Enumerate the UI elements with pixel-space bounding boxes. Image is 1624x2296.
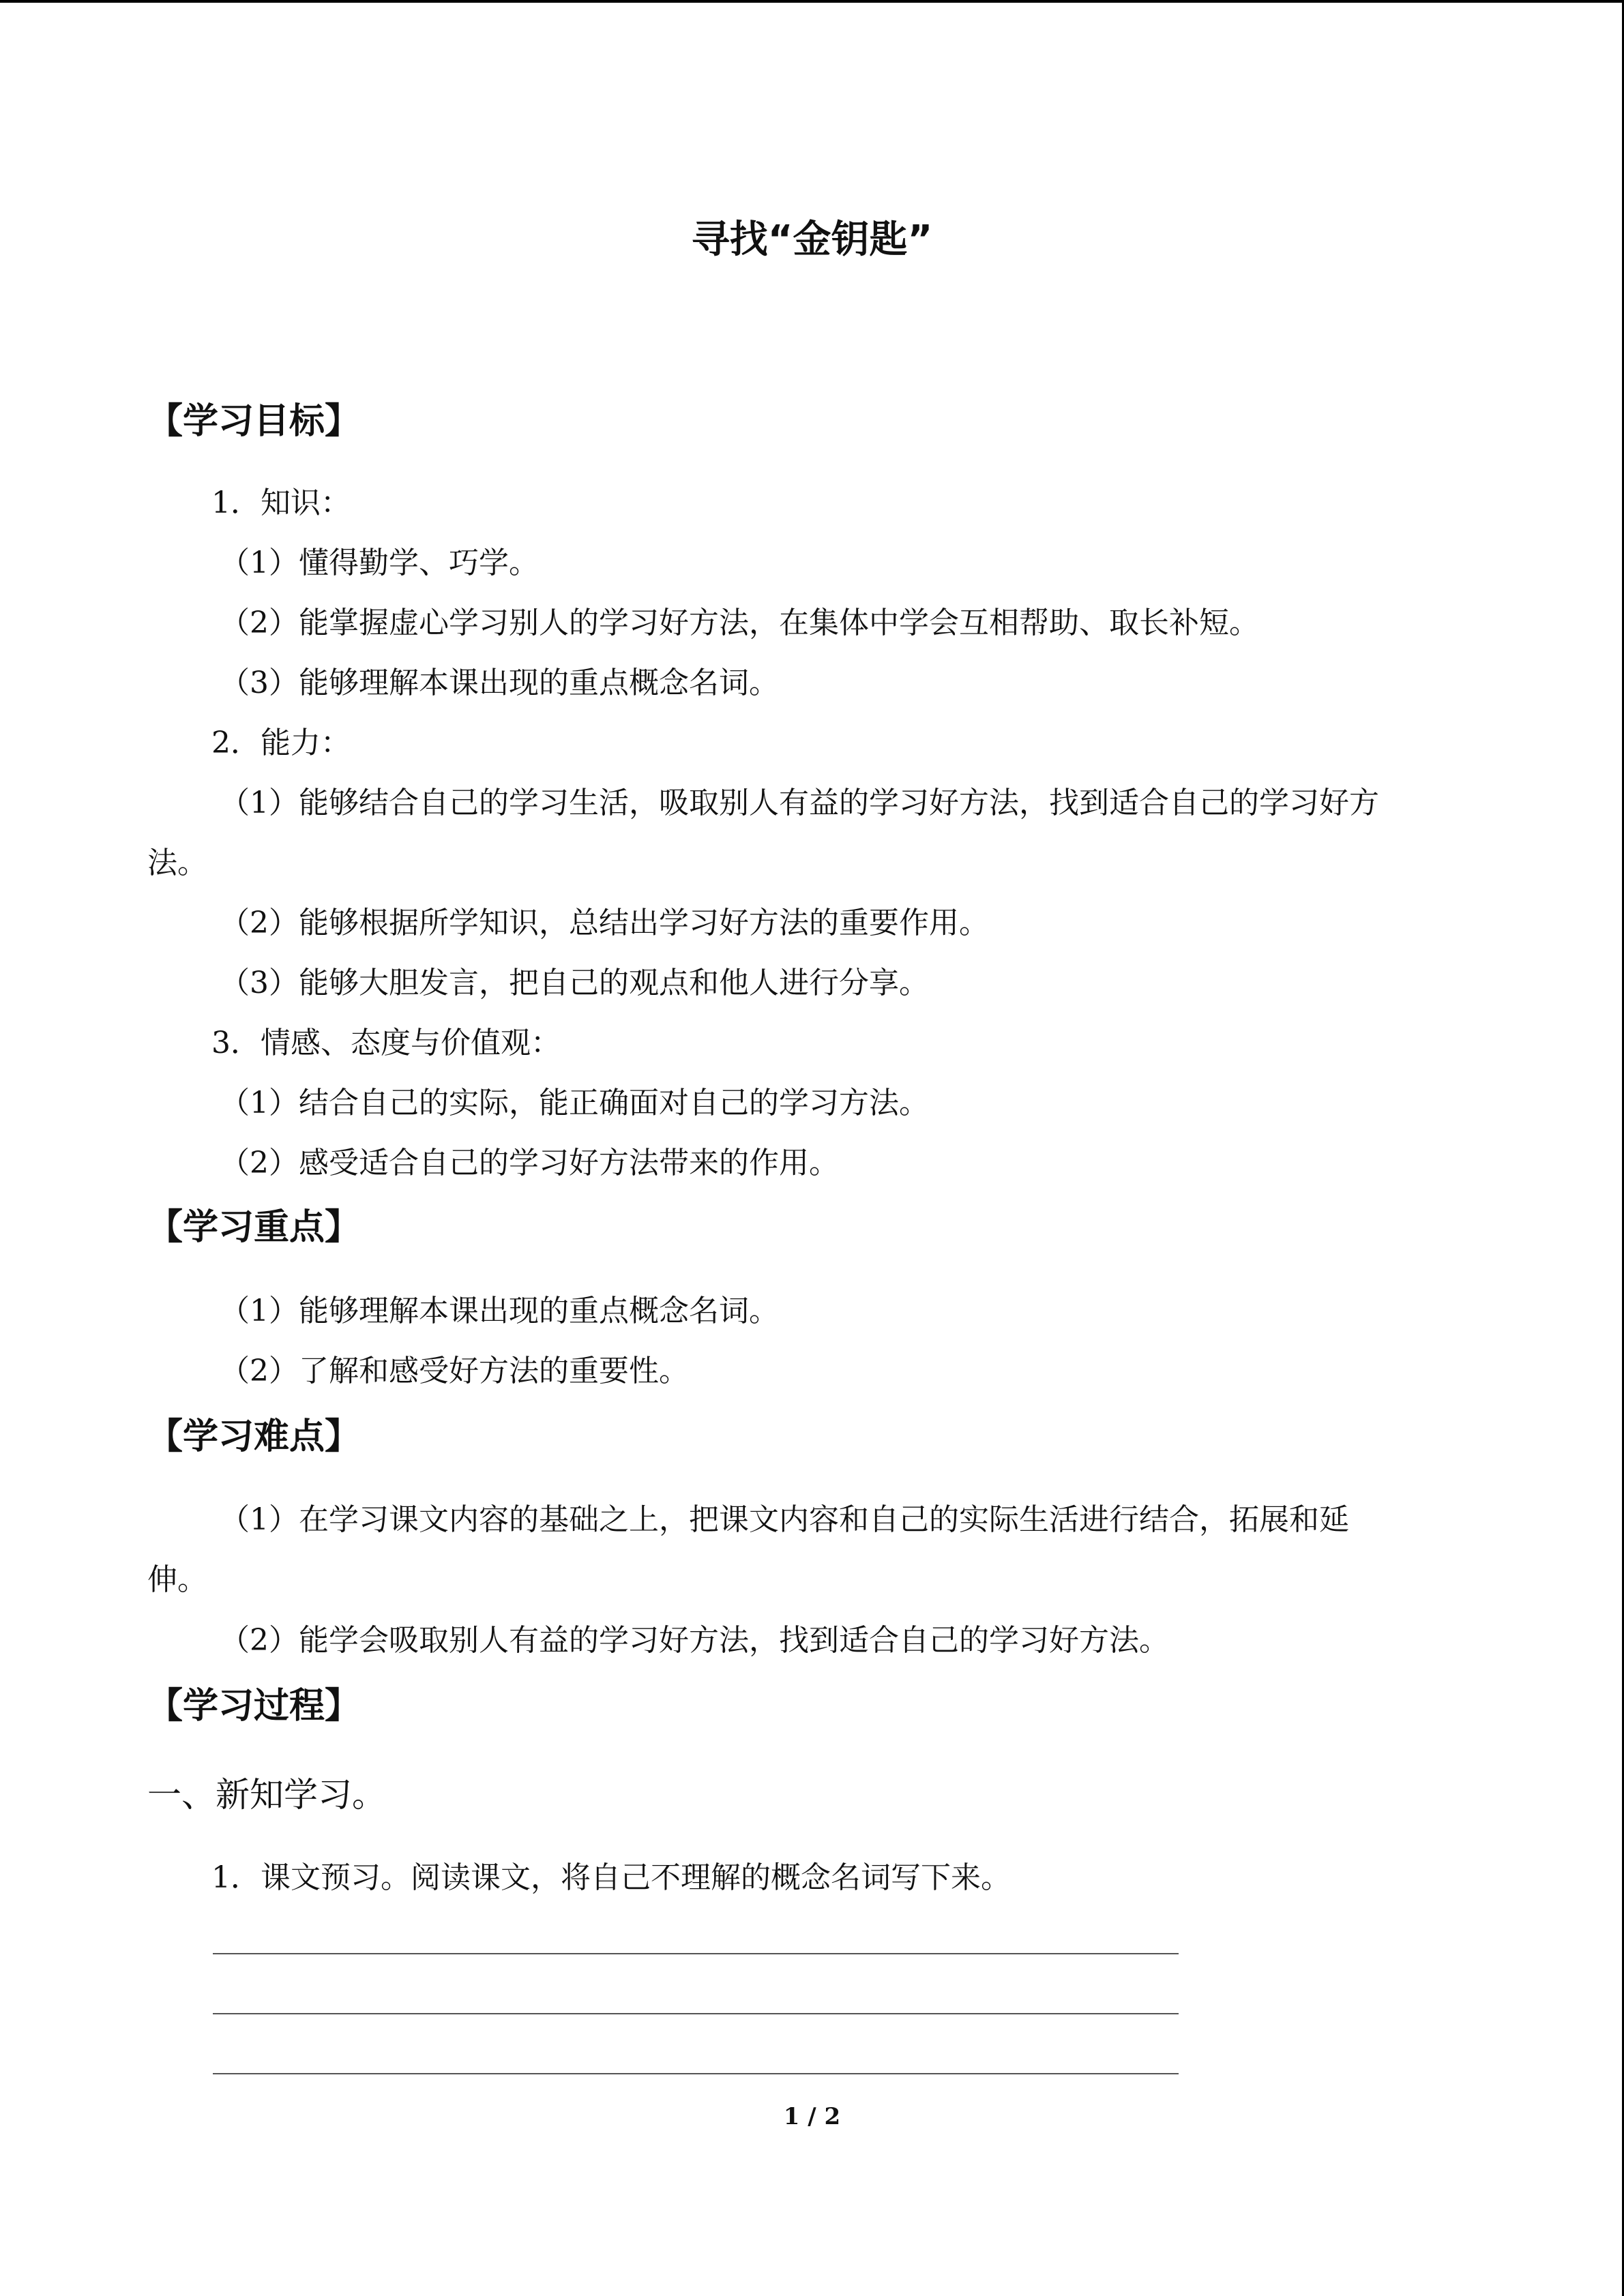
answer-line-1[interactable] bbox=[213, 1953, 1179, 1954]
difficulty-item-2: （2）能学会吸取别人有益的学习好方法，找到适合自己的学习好方法。 bbox=[220, 1623, 1169, 1658]
task-1-preview: 1．课文预习。阅读课文，将自己不理解的概念名词写下来。 bbox=[211, 1860, 1011, 1895]
knowledge-item-1: （1）懂得勤学、巧学。 bbox=[220, 546, 539, 580]
ability-item-1-line-2: 法。 bbox=[147, 846, 207, 880]
difficulties-heading: 【学习难点】 bbox=[147, 1416, 361, 1457]
answer-line-2[interactable] bbox=[213, 2013, 1179, 2014]
knowledge-item-2: （2）能掌握虚心学习别人的学习好方法，在集体中学会互相帮助、取长补短。 bbox=[220, 606, 1259, 640]
objectives-heading: 【学习目标】 bbox=[147, 401, 361, 442]
knowledge-label: 1．知识： bbox=[211, 486, 351, 520]
emotion-item-2: （2）感受适合自己的学习好方法带来的作用。 bbox=[220, 1146, 839, 1180]
top-border bbox=[0, 0, 1624, 3]
section-new-knowledge: 一、新知学习。 bbox=[147, 1775, 386, 1815]
difficulty-item-1-line-1: （1）在学习课文内容的基础之上，把课文内容和自己的实际生活进行结合，拓展和延 bbox=[220, 1502, 1349, 1537]
key-points-heading: 【学习重点】 bbox=[147, 1207, 361, 1248]
key-point-item-1: （1）能够理解本课出现的重点概念名词。 bbox=[220, 1294, 779, 1328]
knowledge-item-3: （3）能够理解本课出现的重点概念名词。 bbox=[220, 666, 779, 700]
emotion-item-1: （1）结合自己的实际，能正确面对自己的学习方法。 bbox=[220, 1086, 929, 1120]
process-heading: 【学习过程】 bbox=[147, 1686, 361, 1727]
key-point-item-2: （2）了解和感受好方法的重要性。 bbox=[220, 1354, 689, 1388]
ability-label: 2．能力： bbox=[211, 726, 351, 760]
difficulty-item-1-line-2: 伸。 bbox=[147, 1562, 207, 1597]
answer-line-3[interactable] bbox=[213, 2073, 1179, 2074]
ability-item-2: （2）能够根据所学知识，总结出学习好方法的重要作用。 bbox=[220, 906, 989, 940]
document-title: 寻找“金钥匙” bbox=[691, 218, 933, 262]
page-number: 1 / 2 bbox=[783, 2103, 841, 2130]
ability-item-3: （3）能够大胆发言，把自己的观点和他人进行分享。 bbox=[220, 966, 929, 1000]
ability-item-1-line-1: （1）能够结合自己的学习生活，吸取别人有益的学习好方法，找到适合自己的学习好方 bbox=[220, 786, 1379, 820]
emotion-label: 3．情感、态度与价值观： bbox=[211, 1026, 561, 1060]
